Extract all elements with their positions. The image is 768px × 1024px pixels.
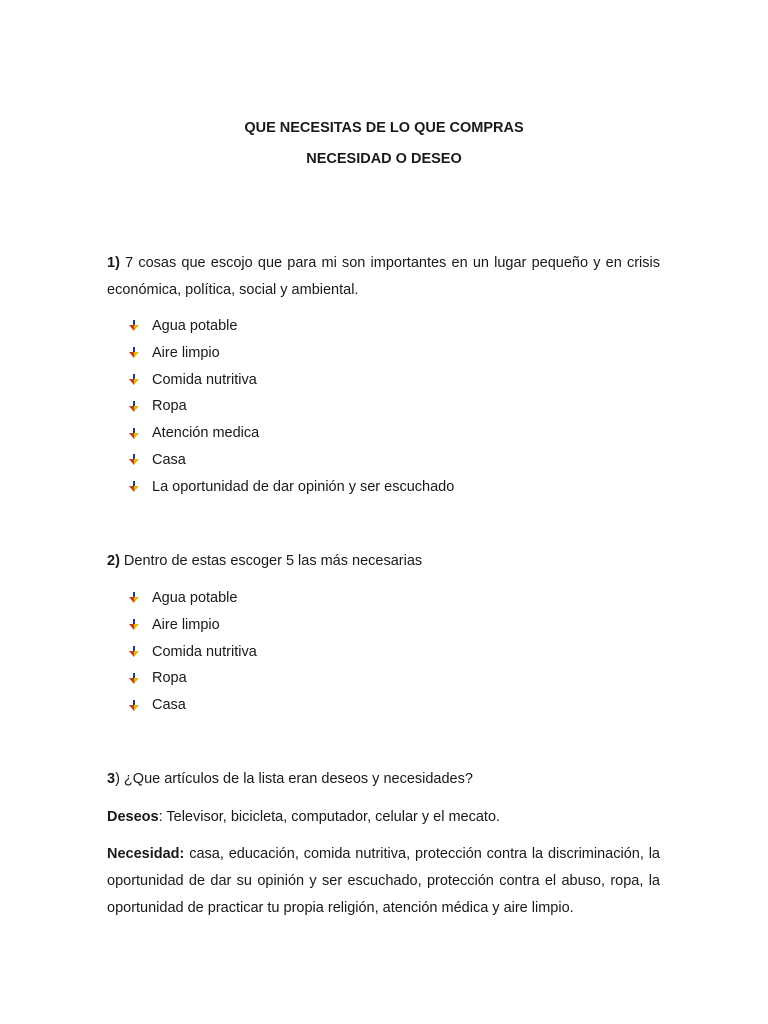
arrow-down-bullet-icon [128,320,140,332]
arrow-down-bullet-icon [128,401,140,413]
list-item-label: La oportunidad de dar opinión y ser escuchado [152,478,455,495]
necesidad-label: Necesidad: [107,846,185,862]
list-item-label: Casa [152,697,186,714]
necesidad-paragraph [107,841,660,922]
arrow-down-bullet-icon [128,428,140,440]
question-1-text: 7 cosas que escojo que para mi son importantes en un lugar pequeño y en crisis económica, política, social y ambiental. [107,255,660,298]
arrow-down-bullet-icon [128,347,140,359]
list-item-label: Comida nutritiva [152,643,257,660]
list-item [128,585,257,612]
list-item-label: Comida nutritiva [152,371,257,388]
list-item-label: Atención medica [152,425,260,442]
arrow-down-bullet-icon [128,646,140,658]
list-item [128,665,257,692]
list-item [128,367,454,394]
list-item [128,420,454,447]
list-item [128,639,257,666]
question-2-text: Dentro de estas escoger 5 las más necesarias [119,553,423,569]
arrow-down-bullet-icon [128,673,140,685]
list-item-label: Ropa [152,670,187,687]
question-3-number: 3 [107,771,116,787]
arrow-down-bullet-icon [128,619,140,631]
list-item [128,447,454,474]
list-item-label: Aire limpio [152,616,220,633]
arrow-down-bullet-icon [128,700,140,712]
document-subtitle: NECESIDAD O DESEO [306,151,462,167]
list-item-label: Ropa [152,398,187,415]
question-3-text: ) ¿Que artículos de la lista eran deseos y necesidades? [115,771,473,787]
list-item [128,474,454,501]
question-1-number: 1) [107,255,120,271]
document-title: QUE NECESITAS DE LO QUE COMPRAS [244,120,524,136]
list-1 [128,313,454,501]
arrow-down-bullet-icon [128,454,140,466]
list-item [128,692,257,719]
deseos-text: : Televisor, bicicleta, computador, celular y el mecato. [158,809,501,825]
list-2 [128,585,257,719]
arrow-down-bullet-icon [128,374,140,386]
list-item-label: Agua potable [152,590,238,606]
list-item-label: Aire limpio [152,344,220,361]
deseos-label: Deseos [107,809,159,825]
list-item-label: Agua potable [152,318,238,334]
list-item [128,612,257,639]
question-3 [107,766,660,793]
question-2-number: 2) [107,553,120,569]
question-1 [107,250,660,304]
arrow-down-bullet-icon [128,481,140,493]
necesidad-text: casa, educación, comida nutritiva, protección contra la discriminación, la oportunidad de dar su opinión y ser escuchado, protección contra el abuso, ropa, la oportunidad de practicar tu propia religión, atención médica y aire limpio. [107,846,660,916]
list-item [128,393,454,420]
question-2 [107,548,660,575]
list-item-label: Casa [152,451,186,468]
arrow-down-bullet-icon [128,592,140,604]
list-item [128,340,454,367]
deseos-paragraph [107,804,660,831]
list-item [128,313,454,340]
